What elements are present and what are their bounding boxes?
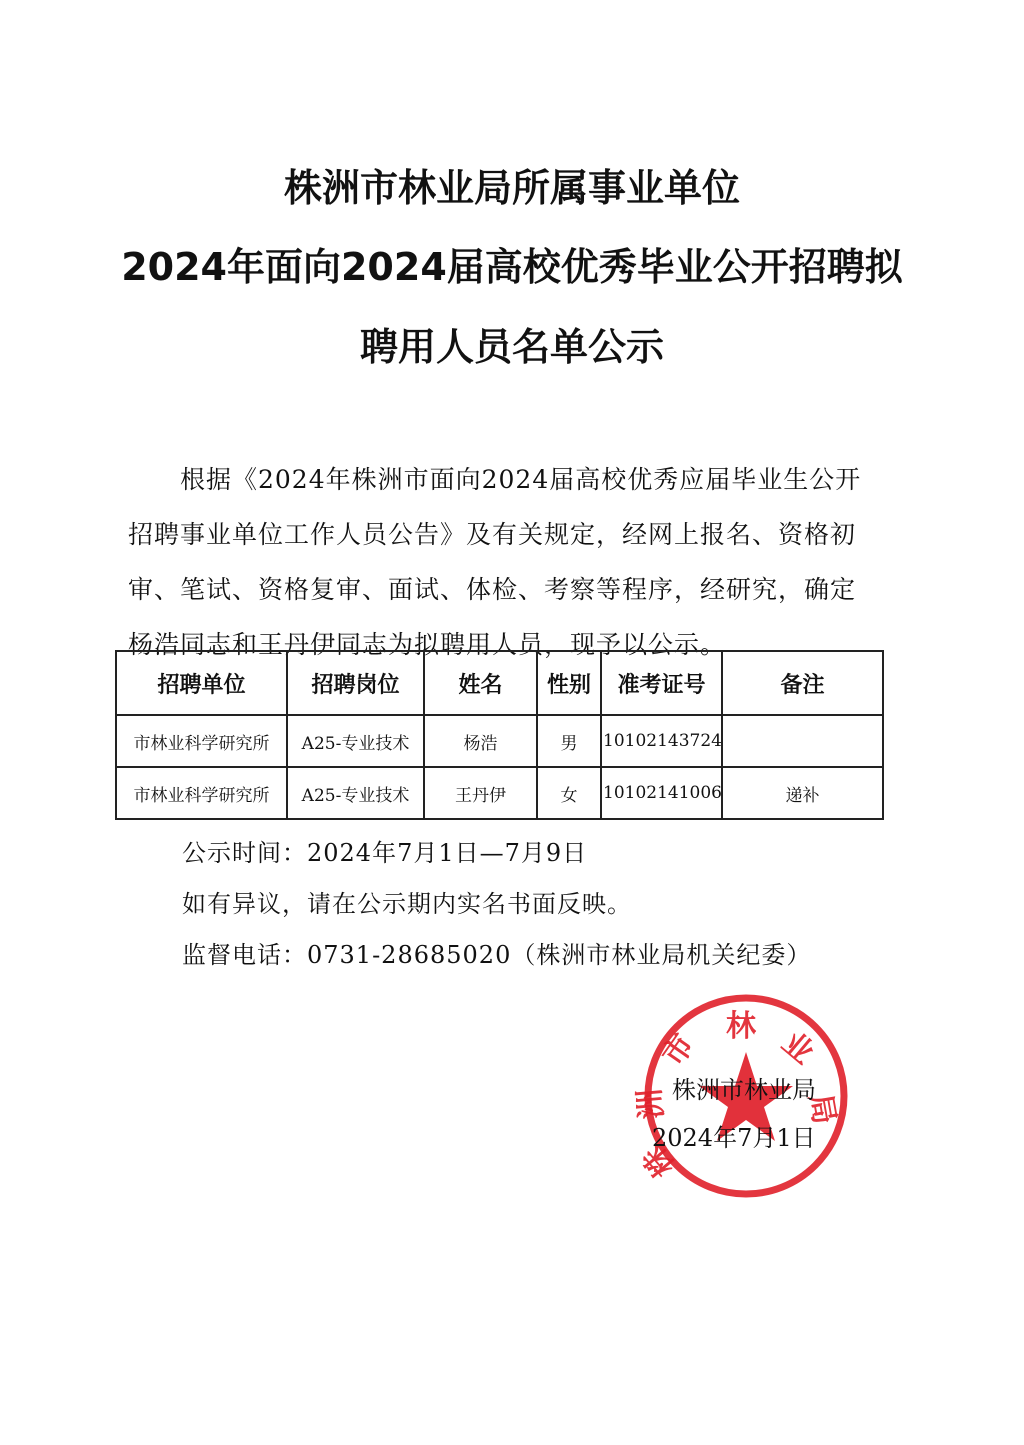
header-position: 招聘岗位 [287, 651, 424, 715]
cell-exam-id: 10102143724 [601, 715, 722, 767]
cell-unit: 市林业科学研究所 [116, 767, 287, 819]
header-remarks: 备注 [722, 651, 883, 715]
cell-gender: 女 [537, 767, 601, 819]
cell-exam-id: 10102141006 [601, 767, 722, 819]
intro-line: 杨浩同志和王丹伊同志为拟聘用人员，现予以公示。 [128, 630, 727, 659]
header-exam-id: 准考证号 [601, 651, 722, 715]
svg-text:业: 业 [774, 1025, 821, 1072]
document-title-line-1: 株洲市林业局所属事业单位 [283, 166, 740, 210]
document-title-line-3: 聘用人员名单公示 [359, 325, 664, 369]
intro-line: 招聘事业单位工作人员公告》及有关规定，经网上报名、资格初 [128, 520, 857, 549]
cell-name: 杨浩 [424, 715, 537, 767]
notice-period: 公示时间：2024年7月1日—7月9日 [182, 839, 588, 867]
intro-line: 审、笔试、资格复审、面试、体检、考察等程序，经研究，确定 [128, 575, 857, 604]
intro-line: 根据《2024年株洲市面向2024届高校优秀应届毕业生公开 [180, 465, 862, 494]
header-gender: 性别 [537, 651, 601, 715]
table-row [116, 715, 883, 767]
cell-name: 王丹伊 [424, 767, 537, 819]
svg-text:洲: 洲 [632, 1087, 670, 1121]
cell-position: A25-专业技术 [287, 715, 424, 767]
svg-text:局: 局 [802, 1091, 842, 1127]
cell-gender: 男 [537, 715, 601, 767]
document-title-line-2: 2024年面向2024届高校优秀毕业公开招聘拟 [121, 245, 903, 289]
table-row [116, 767, 883, 819]
cell-remarks: 递补 [722, 767, 883, 819]
objection-instruction: 如有异议，请在公示期内实名书面反映。 [182, 890, 632, 918]
notice-details [182, 828, 811, 981]
svg-text:株: 株 [636, 1137, 683, 1184]
signing-organization: 株洲市林业局 [672, 1076, 816, 1104]
table-header-row [116, 651, 883, 715]
supervision-hotline: 监督电话：0731-28685020（株洲市林业局机关纪委） [182, 941, 812, 969]
candidate-table [115, 650, 884, 820]
cell-unit: 市林业科学研究所 [116, 715, 287, 767]
header-unit: 招聘单位 [116, 651, 287, 715]
svg-text:市: 市 [655, 1027, 702, 1073]
svg-text:林: 林 [726, 1009, 756, 1044]
cell-position: A25-专业技术 [287, 767, 424, 819]
intro-paragraph [128, 452, 896, 672]
signing-date: 2024年7月1日 [652, 1124, 816, 1152]
cell-remarks [722, 715, 883, 767]
header-name: 姓名 [424, 651, 537, 715]
